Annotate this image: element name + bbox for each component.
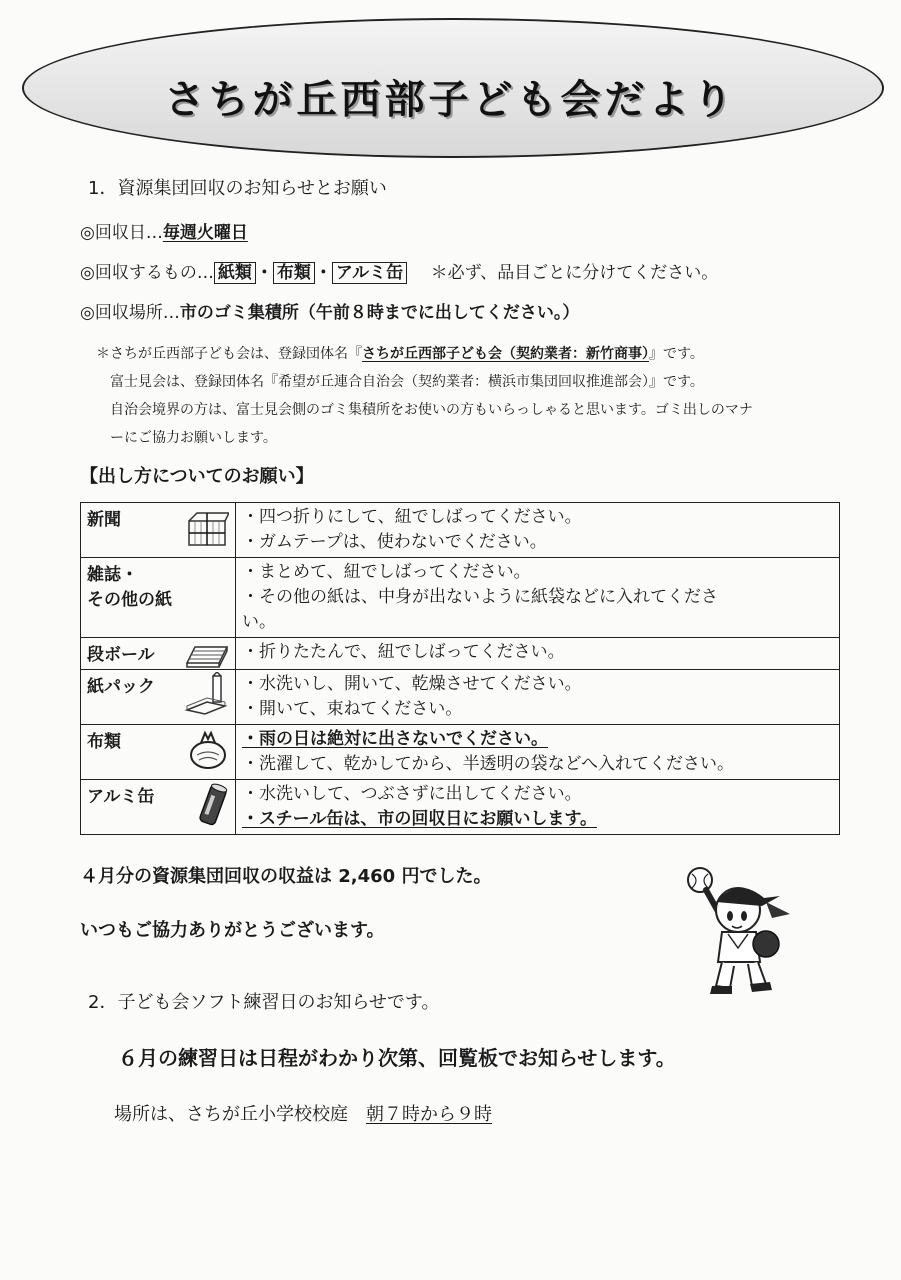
section2-heading: 2．子ども会ソフト練習日のお知らせです。 [88, 992, 440, 1013]
cloth-bag-icon [187, 727, 229, 771]
milk-carton-icon [183, 672, 229, 718]
table-row: 段ボール ・折りたたんで、紐でしばってください。 [81, 638, 840, 670]
item-cloth: 布類 [273, 262, 315, 284]
disposal-rules-table [80, 502, 840, 835]
item-cans: アルミ缶 [332, 262, 407, 284]
table-row: 新聞 ・四つ折りにして、紐でしばってください。 ・ガムテープは、使わないでください。 [81, 503, 840, 558]
practice-place: 場所は、さちが丘小学校校庭 朝７時から９時 [114, 1104, 492, 1125]
cardboard-icon [185, 641, 229, 669]
collection-place: ◎回収場所…市のゴミ集積所（午前８時までに出してください。） [80, 303, 580, 323]
table-row: 布類 ・雨の日は絶対に出さないでください。 ・洗濯して、乾かしてから、半透明の袋などへ入れてください。 [81, 725, 840, 780]
page-title: さちが丘西部子ども会だより [164, 77, 737, 123]
table-row: 雑誌・ その他の紙 ・まとめて、紐でしばってください。 ・その他の紙は、中身が出ないように紙袋などに入れてくださ い。 [81, 558, 840, 638]
section1-heading: 1．資源集団回収のお知らせとお願い [88, 178, 387, 199]
can-icon [197, 782, 229, 828]
practice-announcement: ６月の練習日は日程がわかり次第、回覧板でお知らせします。 [118, 1046, 676, 1070]
registration-note: ＊さちが丘西部子ども会は、登録団体名『さちが丘西部子ども会（契約業者：新竹商事）』です。 富士見会は、登録団体名『希望が丘連合自治会（契約業者：横浜市集団回収推進部会）』です。 自治会境界の方は、富士見会側のゴミ集積所をお使いの方もいらっしゃると思います。ゴミ出しのマナ ーにご協力お願いします。 [96, 346, 753, 446]
table-row: アルミ缶 ・水洗いして、つぶさずに出してください。 ・スチール缶は、市の回収日にお願いします。 [81, 780, 840, 835]
thanks-line: いつもご協力ありがとうございます。 [80, 920, 385, 941]
softball-player-illustration [672, 862, 802, 998]
item-paper: 紙類 [214, 262, 256, 284]
earnings-line: ４月分の資源集団回収の収益は 2,460 円でした。 [80, 866, 492, 887]
collection-items: ◎回収するもの… 紙類 ・ 布類 ・ アルミ缶 ＊必ず、品目ごとに分けてください。 [80, 263, 719, 283]
collection-day: ◎回収日…毎週火曜日 [80, 223, 248, 243]
rules-heading: 【出し方についてのお願い】 [80, 466, 314, 487]
table-row: 紙パック ・水洗いし、開いて、乾燥させてください。 ・開いて、束ねてください。 [81, 670, 840, 725]
practice-time: 朝７時から９時 [366, 1104, 492, 1125]
newspaper-bundle-icon [185, 509, 229, 549]
